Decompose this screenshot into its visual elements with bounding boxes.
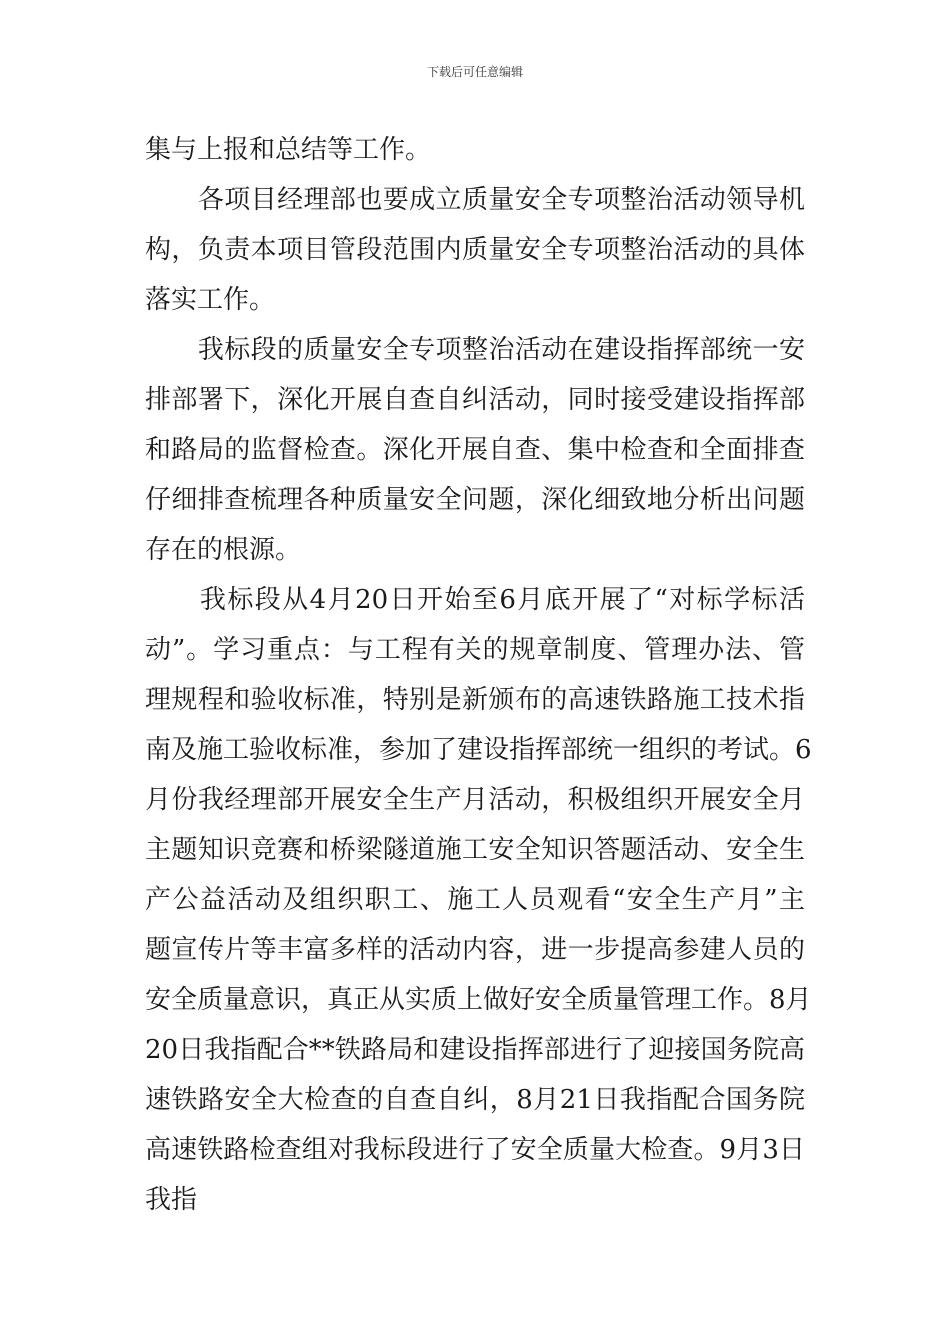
text-line: 南及施工验收标准，参加了建设指挥部统一组织的考试。6: [145, 735, 812, 765]
text-line: 存在的根源。: [145, 535, 302, 565]
text-line: 产公益活动及组织职工、施工人员观看“安全生产月”主: [145, 885, 805, 915]
text-line: 主题知识竞赛和桥梁隧道施工安全知识答题活动、安全生: [145, 835, 805, 865]
text-line: 仔细排查梳理各种质量安全问题，深化细致地分析出问题: [145, 485, 805, 515]
text-line: 20日我指配合**铁路局和建设指挥部进行了迎接国务院高: [145, 1035, 805, 1065]
text-line: 动”。学习重点：与工程有关的规章制度、管理办法、管: [145, 635, 805, 665]
text-line: 速铁路安全大检查的自查自纠，8月21日我指配合国务院: [145, 1085, 805, 1115]
text-line: 安全质量意识，真正从实质上做好安全质量管理工作。8月: [145, 985, 812, 1015]
text-line: 落实工作。: [145, 285, 276, 315]
text-line: 集与上报和总结等工作。: [145, 135, 432, 165]
text-line: 理规程和验收标准，特别是新颁布的高速铁路施工技术指: [145, 685, 805, 715]
text-line: 各项目经理部也要成立质量安全专项整治活动领导机: [145, 185, 805, 215]
text-line: 题宣传片等丰富多样的活动内容，进一步提高参建人员的: [145, 935, 805, 965]
text-line: 我标段的质量安全专项整治活动在建设指挥部统一安: [145, 335, 805, 365]
text-line: 月份我经理部开展安全生产月活动，积极组织开展安全月: [145, 785, 805, 815]
text-line: 和路局的监督检查。深化开展自查、集中检查和全面排查: [145, 435, 805, 465]
text-line: 我标段从4月20日开始至6月底开展了“对标学标活: [145, 585, 805, 615]
text-line: 构，负责本项目管段范围内质量安全专项整治活动的具体: [145, 235, 805, 265]
text-line: 排部署下，深化开展自查自纠活动，同时接受建设指挥部: [145, 385, 805, 415]
text-line: 高速铁路检查组对我标段进行了安全质量大检查。9月3日: [145, 1135, 805, 1165]
text-line: 我指: [145, 1185, 198, 1215]
page-header: 下载后可任意编辑: [426, 65, 523, 79]
